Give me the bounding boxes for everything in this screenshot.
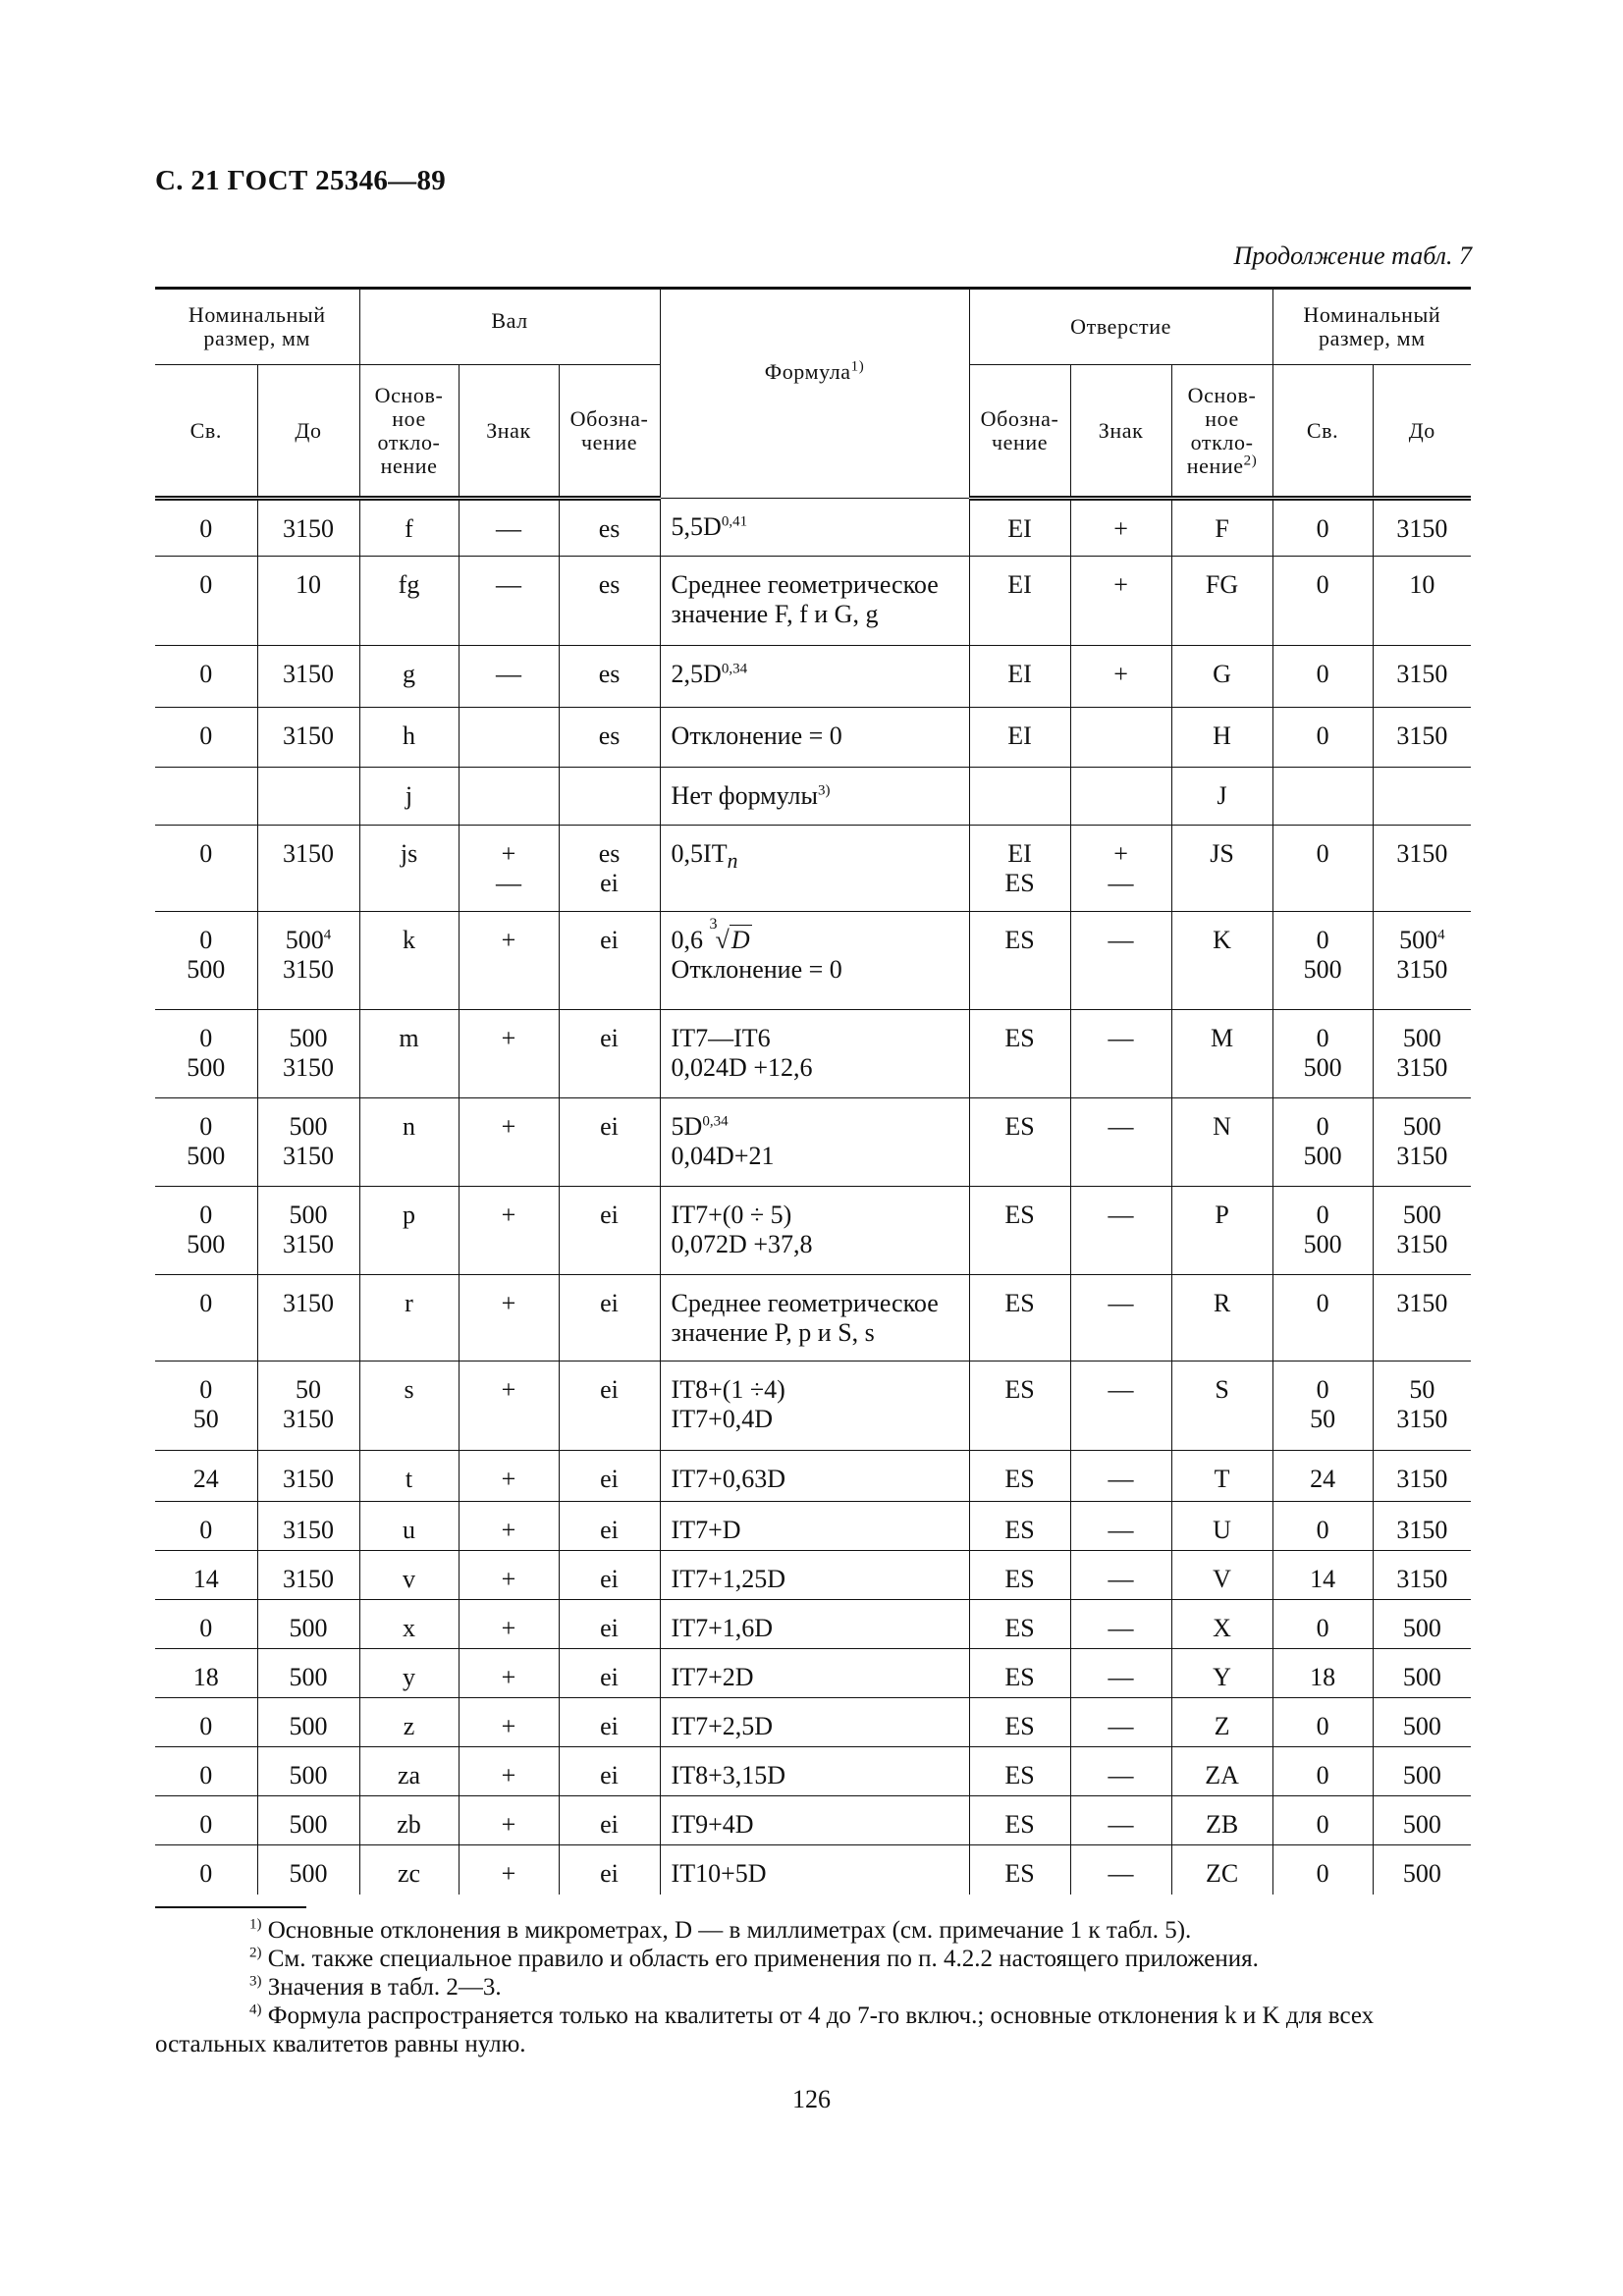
header-nominal-size-left: Номинальный размер, мм (155, 289, 359, 365)
formula-cell: Отклонение = 0 (660, 708, 969, 768)
table-row: 0 500 500 3150 n + ei $5D^{0,34}$ 0,04D+21 ES — N 0 500 500 3150 (155, 1098, 1471, 1187)
table-row: 24 3150 t + ei IT7+0,63D ES — T 24 3150 (155, 1451, 1471, 1502)
table-row: 0 3150 g — es $2,5D^{0,34}$ EI + G 0 3150 (155, 646, 1471, 708)
formula-cell: Нет формулы$^{3)}$ (660, 768, 969, 826)
formula-cell: IT7+(0 ÷ 5) 0,072D +37,8 (660, 1187, 969, 1275)
header-shaft-sign: Знак (459, 365, 559, 499)
table-row: 0 500 500 3150 p + ei IT7+(0 ÷ 5) 0,072D +37,8 ES — P 0 500 500 3150 (155, 1187, 1471, 1275)
page-header: С. 21 ГОСТ 25346—89 (155, 165, 447, 196)
header-shaft-designation: Обозна- чение (559, 365, 660, 499)
header-shaft-basic-deviation: Основ- ное откло- нение (359, 365, 459, 499)
formula-cell: Среднее геометрическое значение F, f и G, g (660, 557, 969, 646)
formula-cell: IT7+1,25D (660, 1551, 969, 1600)
formula-cell: IT7+0,63D (660, 1451, 969, 1502)
table-row: 0 500 z + ei IT7+2,5D ES — Z 0 500 (155, 1698, 1471, 1747)
formula-cell: $2,5D^{0,34}$ (660, 646, 969, 708)
table-row: 14 3150 v + ei IT7+1,25D ES — V 14 3150 (155, 1551, 1471, 1600)
footnote-4: $^{4)}$ Формула распространяется только на квалитеты от 4 до 7-го включ.; основные отклонения k и K для всех остальных квалитетов равны нулю. (155, 2002, 1375, 2057)
formula-cell: IT8+(1 ÷4) IT7+0,4D (660, 1362, 969, 1451)
table-row: 0 500 500 3150 m + ei IT7—IT6 0,024D +12,6 ES — M 0 500 500 3150 (155, 1010, 1471, 1098)
header-nominal-size-right: Номинальный размер, мм (1272, 289, 1471, 365)
formula-cell: IT8+3,15D (660, 1747, 969, 1796)
table-row: 0 3150 r + ei Среднее геометрическое значение P, p и S, s ES — R 0 3150 (155, 1275, 1471, 1362)
table-row: 0 500 $500^4$ 3150 k + ei 0,6 3 √D Отклонение = 0 ES — K 0 500 $500^4$ 3150 (155, 912, 1471, 1010)
page-number: 126 (792, 2085, 831, 2113)
formula-cell: IT7+D (660, 1502, 969, 1551)
footnote-3: $^{3)}$ Значения в табл. 2—3. (249, 1973, 502, 2001)
footnotes (155, 1916, 1471, 2058)
table-row: 0 3150 h es Отклонение = 0 EI H 0 3150 (155, 708, 1471, 768)
header-hole: Отверстие (969, 289, 1272, 365)
deviations-table (155, 287, 1471, 1895)
table-row: 0 500 zb + ei IT9+4D ES — ZB 0 500 (155, 1796, 1471, 1845)
footnote-separator (155, 1906, 306, 1908)
formula-cell: $5,5D^{0,41}$ (660, 499, 969, 557)
formula-cell: 0,6 3 √D Отклонение = 0 (660, 912, 969, 1010)
formula-cell: IT10+5D (660, 1845, 969, 1895)
table-continuation-label: Продолжение табл. 7 (1233, 241, 1472, 270)
header-shaft: Вал (359, 289, 660, 365)
header-hole-designation: Обозна- чение (969, 365, 1070, 499)
formula-cell: $0,5IT_n$ (660, 826, 969, 912)
formula-cell: IT9+4D (660, 1796, 969, 1845)
footnote-1: $^{1)}$ Основные отклонения в микрометрах, D — в миллиметрах (см. примечание 1 к табл. 5). (249, 1916, 1192, 1944)
table-row: 0 3150 js + — es ei $0,5IT_n$ EI ES + — JS 0 3150 (155, 826, 1471, 912)
header-hole-basic-deviation: Основ- ное откло- нение$^{2)}$ (1171, 365, 1272, 499)
table-row: 0 500 x + ei IT7+1,6D ES — X 0 500 (155, 1600, 1471, 1649)
formula-cell: $5D^{0,34}$ 0,04D+21 (660, 1098, 969, 1187)
header-from-right: Св. (1272, 365, 1373, 499)
table-row: 0 10 fg — es Среднее геометрическое значение F, f и G, g EI + FG 0 10 (155, 557, 1471, 646)
footnote-2: $^{2)}$ См. также специальное правило и область его применения по п. 4.2.2 настоящего приложения. (249, 1945, 1259, 1972)
formula-cell: IT7+2D (660, 1649, 969, 1698)
table-row: 0 3150 f — es $5,5D^{0,41}$ EI + F 0 3150 (155, 499, 1471, 557)
formula-cell: Среднее геометрическое значение P, p и S, s (660, 1275, 969, 1362)
header-to-left: До (257, 365, 359, 499)
table-row: 0 500 zc + ei IT10+5D ES — ZC 0 500 (155, 1845, 1471, 1895)
formula-cell: IT7+1,6D (660, 1600, 969, 1649)
header-from-left: Св. (155, 365, 257, 499)
table-row: j Нет формулы$^{3)}$ J (155, 768, 1471, 826)
table-row: 0 3150 u + ei IT7+D ES — U 0 3150 (155, 1502, 1471, 1551)
header-to-right: До (1373, 365, 1471, 499)
header-formula: Формула$^{1)}$ (660, 289, 969, 499)
cube-root-symbol: 3 √D (709, 916, 750, 954)
table-row: 0 500 za + ei IT8+3,15D ES — ZA 0 500 (155, 1747, 1471, 1796)
table-row: 18 500 y + ei IT7+2D ES — Y 18 500 (155, 1649, 1471, 1698)
formula-cell: IT7+2,5D (660, 1698, 969, 1747)
formula-cell: IT7—IT6 0,024D +12,6 (660, 1010, 969, 1098)
header-hole-sign: Знак (1070, 365, 1171, 499)
table-row: 0 50 50 3150 s + ei IT8+(1 ÷4) IT7+0,4D ES — S 0 50 50 3150 (155, 1362, 1471, 1451)
